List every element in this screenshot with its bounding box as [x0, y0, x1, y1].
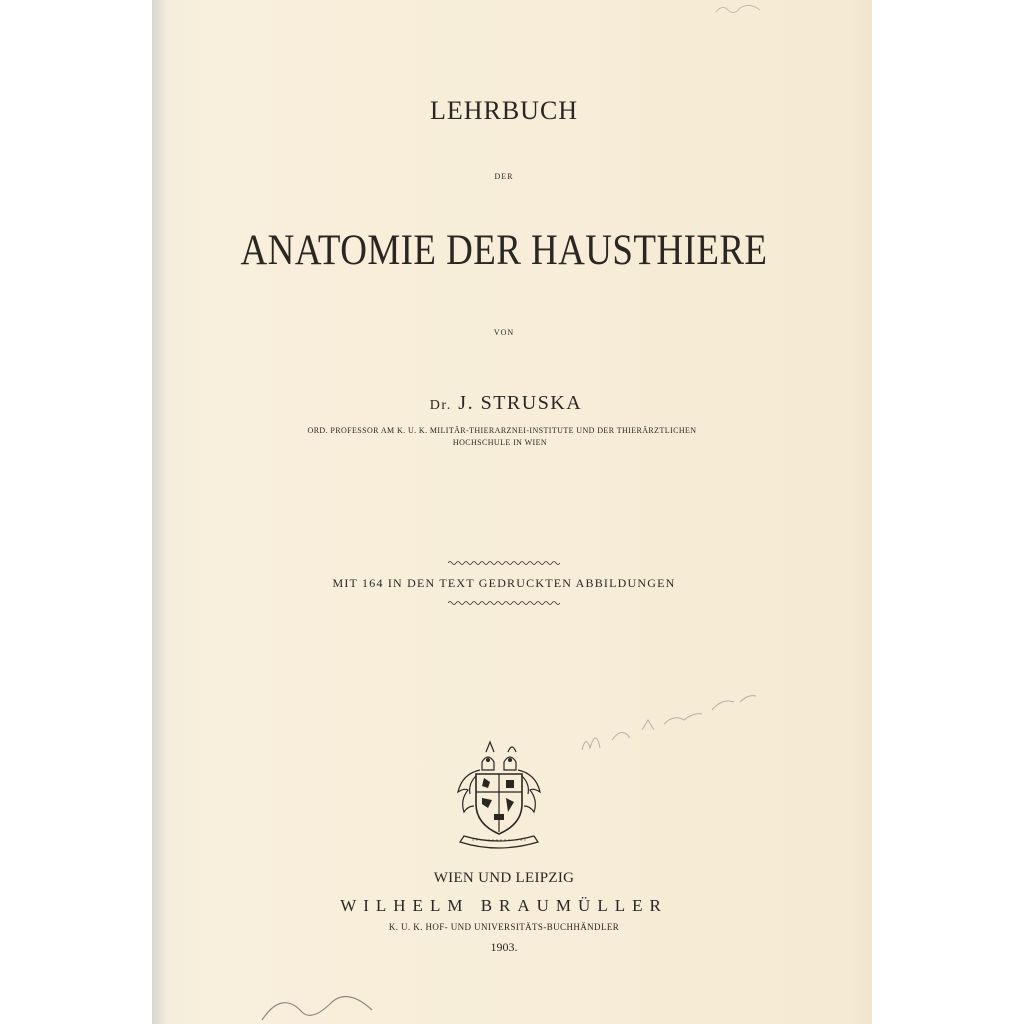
- pencil-annotation: [572, 680, 772, 760]
- publisher-name: WILHELM BRAUMÜLLER: [340, 896, 668, 915]
- illustrations-note: MIT 164 IN DEN TEXT GEDRUCKTEN ABBILDUNGEN: [332, 576, 676, 590]
- ornamental-rule-bottom: [448, 600, 560, 606]
- publisher-emblem-icon: [450, 740, 546, 850]
- book-title-main: ANATOMIE DER HAUSTHIERE: [240, 227, 768, 274]
- pencil-mark-bottom: [252, 980, 412, 1024]
- book-title-line-1: LEHRBUCH: [429, 96, 579, 125]
- author-prefix: Dr.: [429, 398, 452, 413]
- title-page: [152, 0, 872, 1024]
- book-title-line-2: DER: [494, 172, 514, 181]
- publisher-city: WIEN UND LEIPZIG: [433, 870, 575, 886]
- author-main-name: J. STRUSKA: [458, 392, 583, 414]
- publisher-role: K. U. K. HOF- UND UNIVERSITÄTS-BUCHHÄNDLER: [388, 922, 620, 932]
- book-title-by: VON: [493, 328, 515, 337]
- ornamental-rule-top: [448, 560, 560, 566]
- publication-year: 1903.: [490, 940, 518, 954]
- author-role-line-2: HOCHSCHULE IN WIEN: [452, 438, 548, 447]
- author-name: [152, 392, 866, 415]
- pencil-scribble-top: [712, 0, 782, 20]
- author-role-line-1: ORD. PROFESSOR AM K. U. K. MILITÄR-THIERARZNEI-INSTITUTE UND DER THIERÄRZTLICHEN: [307, 426, 697, 435]
